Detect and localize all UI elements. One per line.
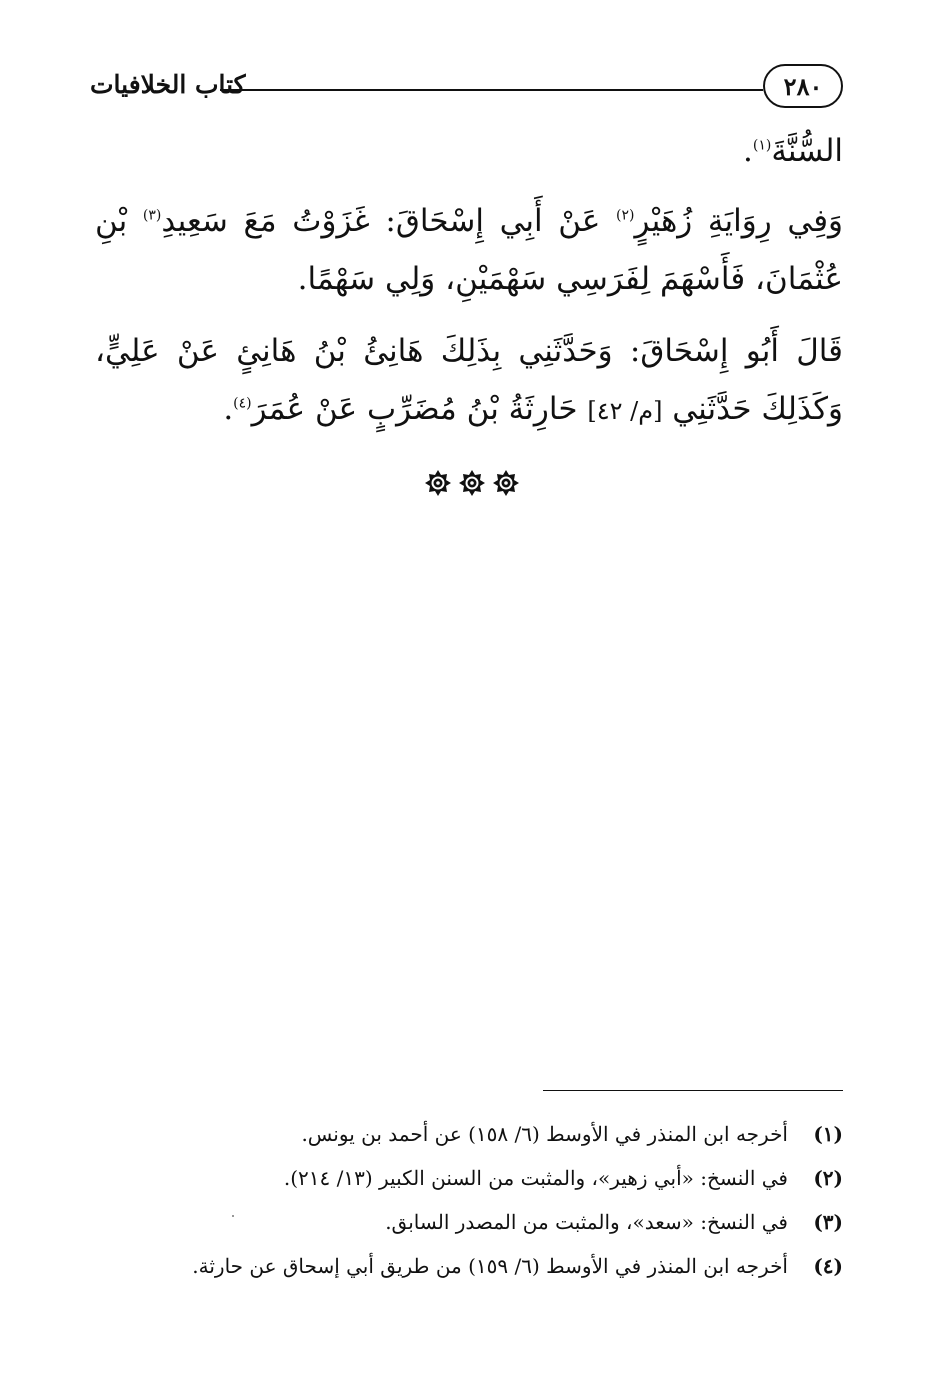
footnote-number: (١) [813, 1122, 843, 1146]
footnote-marker-2: (٢) [616, 207, 635, 224]
paragraph-3 [95, 322, 843, 440]
paragraph-2-part-b: عَنْ أَبِي إِسْحَاقَ: غَزَوْتُ مَعَ سَعِيدِ [161, 203, 617, 239]
footnote-separator [543, 1090, 843, 1091]
footnote-marker-3: (٣) [142, 207, 162, 224]
footnote-marker-4: (٤) [233, 395, 252, 412]
footnotes [90, 1112, 843, 1288]
paragraph-3-part-b: حَارِثَةُ بْنُ مُضَرِّبٍ عَنْ عُمَرَ [251, 391, 588, 427]
footnote-number: (٤) [813, 1254, 843, 1278]
floral-ornament-icon [459, 470, 485, 496]
paragraph-2 [95, 192, 843, 308]
paragraph-3-part-a: قَالَ أَبُو إِسْحَاقَ: وَحَدَّثَنِي بِذَلِكَ هَانِئُ بْنُ هَانِئٍ عَنْ عَلِيٍّ، وَكَذَلِكَ حَدَّثَنِي [95, 333, 843, 427]
paragraph-1-end: . [742, 133, 753, 169]
paragraph-1-text: السُّنَّةَ [771, 133, 843, 169]
footnote-item [90, 1244, 843, 1288]
scan-speck [232, 1215, 234, 1217]
section-end-ornament [0, 470, 943, 496]
footnote-number: (٣) [813, 1210, 843, 1234]
floral-ornament-icon [493, 470, 519, 496]
paragraph-1 [95, 122, 843, 180]
footnote-number: (٢) [813, 1166, 843, 1190]
paragraph-2-part-a: وَفِي رِوَايَةِ زُهَيْرٍ [634, 203, 843, 239]
floral-ornament-icon [425, 470, 451, 496]
page-header [90, 62, 843, 112]
footnote-item [90, 1156, 843, 1200]
header-rule [220, 89, 763, 91]
main-text [95, 122, 843, 440]
footnote-text: في النسخ: «أبي زهير»، والمثبت من السنن الكبير (١٣/ ٢١٤). [283, 1166, 788, 1190]
footnote-marker-1: (١) [752, 137, 772, 154]
book-title: كتاب الخلافيات [90, 70, 246, 99]
footnote-text: أخرجه ابن المنذر في الأوسط (٦/ ١٥٨) عن أحمد بن يونس. [301, 1122, 788, 1146]
paragraph-2-part-c: بْنِ عُثْمَانَ، فَأَسْهَمَ لِفَرَسِي سَهْمَيْنِ، وَلِي سَهْمًا. [95, 203, 843, 297]
page-number-badge: ٢٨٠ [763, 64, 843, 108]
paragraph-3-end: . [223, 391, 234, 427]
footnote-item [90, 1112, 843, 1156]
footnote-text: أخرجه ابن المنذر في الأوسط (٦/ ١٥٩) من طريق أبي إسحاق عن حارثة. [192, 1254, 788, 1278]
footnote-item [90, 1200, 843, 1244]
footnote-text: في النسخ: «سعد»، والمثبت من المصدر السابق. [385, 1210, 788, 1234]
manuscript-reference: [م/ ٤٢] [587, 397, 663, 425]
